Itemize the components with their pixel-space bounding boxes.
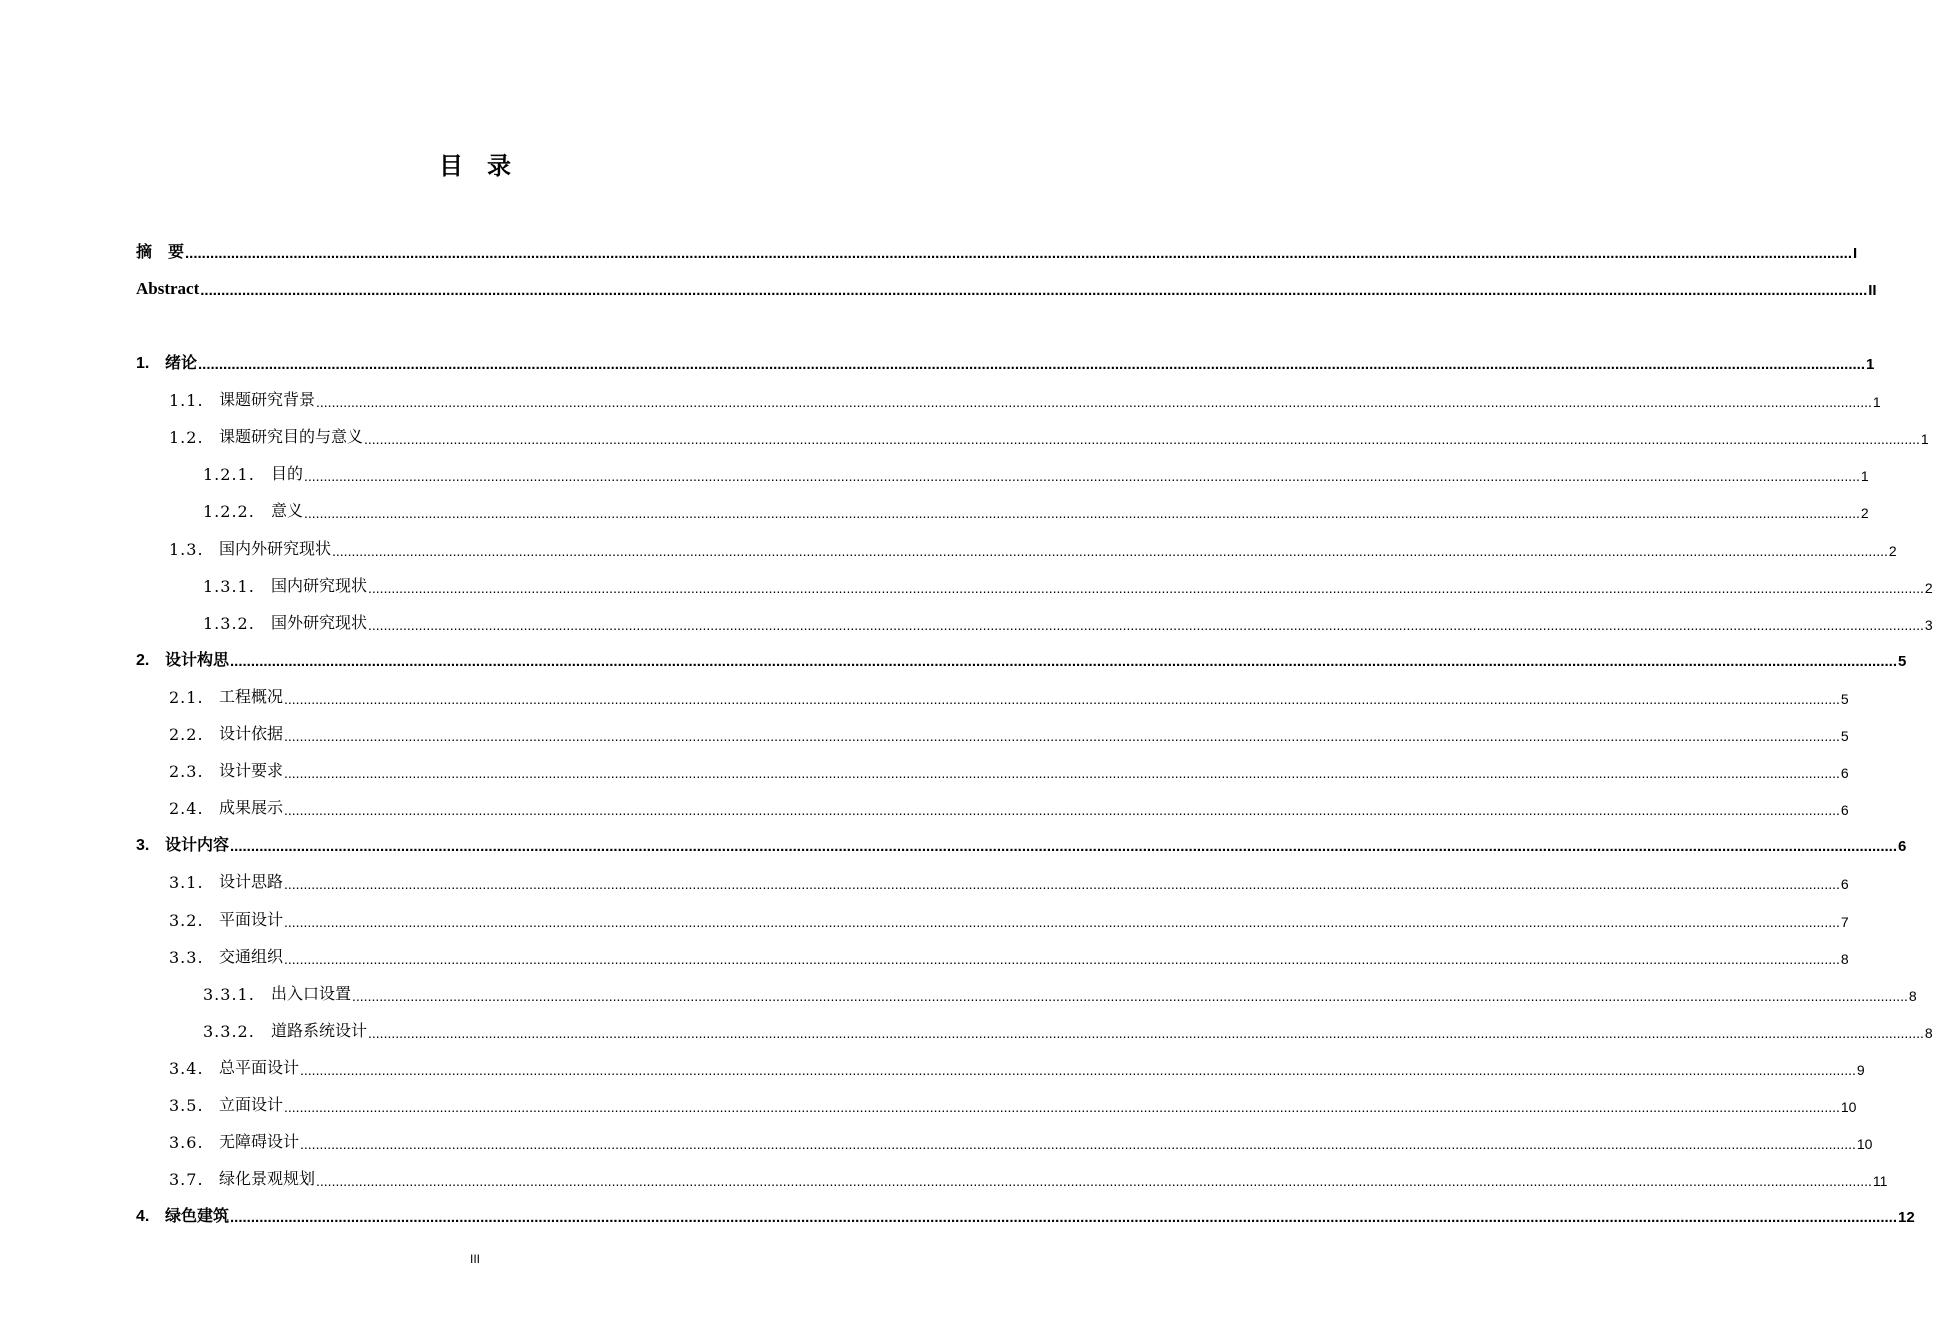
toc-entry-page: 12 — [1898, 1209, 1915, 1226]
toc-dot-leader: ................................................................................................................................................................................................................................................................................................................................................................................................................ — [368, 617, 1924, 633]
toc-entry-number: 3.1. — [169, 873, 204, 892]
toc-entry[interactable] — [169, 906, 1849, 930]
toc-entry[interactable] — [169, 943, 1849, 967]
toc-entry-number: 3.4. — [169, 1059, 204, 1078]
toc-entry-page: 1 — [1872, 394, 1881, 410]
toc-entry-title: 立面设计 — [219, 1095, 284, 1114]
toc-entry-number: 2.3. — [169, 762, 204, 781]
toc-dot-leader: ................................................................................................................................................................................................................................................................................................................................................................................................................ — [316, 394, 1872, 410]
toc-entry-page: 5 — [1840, 728, 1849, 744]
toc-entry-title: 设计构思 — [165, 650, 230, 669]
toc-entry-page: 11 — [1872, 1173, 1888, 1189]
toc-entry-page: 3 — [1924, 617, 1933, 633]
toc-dot-leader: ................................................................................................................................................................................................................................................................................................................................................................................................................ — [198, 356, 1866, 373]
toc-entry-title: 设计要求 — [219, 761, 284, 780]
toc-entry[interactable] — [169, 683, 1849, 707]
toc-entry[interactable] — [169, 1128, 1873, 1152]
toc-dot-leader: ................................................................................................................................................................................................................................................................................................................................................................................................................ — [304, 468, 1860, 484]
toc-dot-leader: ................................................................................................................................................................................................................................................................................................................................................................................................................ — [230, 653, 1898, 670]
toc-entry-number: 1.2.1. — [203, 465, 255, 484]
toc-dot-leader: ................................................................................................................................................................................................................................................................................................................................................................................................................ — [284, 802, 1840, 818]
toc-entry-title: 平面设计 — [219, 910, 284, 929]
toc-dot-leader: ................................................................................................................................................................................................................................................................................................................................................................................................................ — [230, 1209, 1898, 1226]
toc-dot-leader: ................................................................................................................................................................................................................................................................................................................................................................................................................ — [300, 1062, 1856, 1078]
toc-entry-number: 3. — [136, 837, 150, 854]
toc-entry[interactable] — [203, 980, 1917, 1004]
toc-entry-number: 1.1. — [169, 391, 204, 410]
toc-entry-number: 1.3.2. — [203, 614, 255, 633]
toc-entry-number: 2.2. — [169, 725, 204, 744]
toc-entry-title: 工程概况 — [219, 687, 284, 706]
toc-entry-page: 10 — [1856, 1136, 1873, 1152]
toc-entry-title: 绿色建筑 — [165, 1206, 230, 1225]
toc-entry-title: 设计思路 — [219, 872, 284, 891]
toc-entry-title: 目的 — [271, 464, 304, 483]
toc-entry-title: 国内外研究现状 — [219, 539, 332, 558]
toc-entry[interactable] — [169, 720, 1849, 744]
toc-entry-number: 3.3. — [169, 948, 204, 967]
toc-entry-page: 9 — [1856, 1062, 1865, 1078]
toc-dot-leader: ................................................................................................................................................................................................................................................................................................................................................................................................................ — [185, 245, 1853, 262]
toc-entry-page: 8 — [1908, 988, 1917, 1004]
toc-dot-leader: ................................................................................................................................................................................................................................................................................................................................................................................................................ — [284, 765, 1840, 781]
toc-entry-page: 1 — [1866, 356, 1875, 373]
toc-entry[interactable] — [136, 646, 1907, 670]
toc-entry[interactable] — [203, 609, 1933, 633]
toc-entry-page: 1 — [1860, 468, 1869, 484]
toc-entry-title: 绪论 — [165, 353, 198, 372]
toc-entry-page: 6 — [1898, 838, 1907, 855]
toc-dot-leader: ................................................................................................................................................................................................................................................................................................................................................................................................................ — [230, 838, 1898, 855]
toc-dot-leader: ................................................................................................................................................................................................................................................................................................................................................................................................................ — [200, 282, 1868, 299]
toc-entry-title: 绿化景观规划 — [219, 1169, 316, 1188]
toc-entry-page: 1 — [1920, 431, 1929, 447]
toc-dot-leader: ................................................................................................................................................................................................................................................................................................................................................................................................................ — [284, 876, 1840, 892]
toc-dot-leader: ................................................................................................................................................................................................................................................................................................................................................................................................................ — [284, 691, 1840, 707]
toc-entry[interactable] — [203, 572, 1933, 596]
toc-entry[interactable] — [169, 386, 1881, 410]
toc-dot-leader: ................................................................................................................................................................................................................................................................................................................................................................................................................ — [284, 1099, 1840, 1115]
toc-entry[interactable] — [169, 1054, 1865, 1078]
toc-dot-leader: ................................................................................................................................................................................................................................................................................................................................................................................................................ — [316, 1173, 1872, 1189]
toc-entry-number: 4. — [136, 1208, 150, 1225]
toc-entry-number: 1. — [136, 355, 150, 372]
toc-entry-page: 6 — [1840, 765, 1849, 781]
toc-entry-title: Abstract — [136, 279, 200, 298]
toc-entry-page: 2 — [1888, 543, 1897, 559]
toc-entry-number: 2. — [136, 652, 150, 669]
toc-entry-title: 国外研究现状 — [271, 613, 368, 632]
toc-entry-number: 2.1. — [169, 688, 204, 707]
toc-entry-page: II — [1868, 282, 1877, 299]
toc-entry-number: 3.3.2. — [203, 1022, 255, 1041]
toc-dot-leader: ................................................................................................................................................................................................................................................................................................................................................................................................................ — [284, 728, 1840, 744]
toc-dot-leader: ................................................................................................................................................................................................................................................................................................................................................................................................................ — [364, 431, 1920, 447]
toc-dot-leader: ................................................................................................................................................................................................................................................................................................................................................................................................................ — [368, 1025, 1924, 1041]
toc-dot-leader: ................................................................................................................................................................................................................................................................................................................................................................................................................ — [284, 914, 1840, 930]
toc-entry-number: 3.7. — [169, 1170, 204, 1189]
toc-entry[interactable] — [203, 497, 1869, 521]
toc-dot-leader: ................................................................................................................................................................................................................................................................................................................................................................................................................ — [300, 1136, 1856, 1152]
page-title: 目 录 — [439, 152, 511, 180]
toc-entry[interactable] — [136, 238, 1858, 262]
toc-entry-title: 课题研究目的与意义 — [219, 427, 364, 446]
toc-entry-number: 1.3. — [169, 540, 204, 559]
toc-entry[interactable] — [169, 423, 1929, 447]
toc-entry[interactable] — [169, 757, 1849, 781]
toc-dot-leader: ................................................................................................................................................................................................................................................................................................................................................................................................................ — [284, 951, 1840, 967]
toc-entry-page: 2 — [1860, 505, 1869, 521]
toc-entry-number: 1.3.1. — [203, 577, 255, 596]
toc-entry[interactable] — [136, 1202, 1915, 1226]
toc-entry-number: 3.5. — [169, 1096, 204, 1115]
toc-entry-page: 8 — [1924, 1025, 1933, 1041]
toc-entry-title: 意义 — [271, 501, 304, 520]
toc-entry-number: 3.3.1. — [203, 985, 255, 1004]
toc-entry[interactable] — [203, 1017, 1933, 1041]
toc-entry-title: 总平面设计 — [219, 1058, 300, 1077]
toc-entry-number: 1.2. — [169, 428, 204, 447]
toc-entry[interactable] — [169, 535, 1897, 559]
toc-entry[interactable] — [169, 1091, 1857, 1115]
toc-entry-number: 2.4. — [169, 799, 204, 818]
toc-entry[interactable] — [136, 349, 1875, 373]
toc-entry[interactable] — [169, 868, 1849, 892]
toc-entry-page: 10 — [1840, 1099, 1857, 1115]
toc-entry-title: 国内研究现状 — [271, 576, 368, 595]
toc-entry-title: 出入口设置 — [271, 984, 352, 1003]
toc-entry-page: 2 — [1924, 580, 1933, 596]
page-number: III — [469, 1252, 480, 1266]
toc-dot-leader: ................................................................................................................................................................................................................................................................................................................................................................................................................ — [352, 988, 1908, 1004]
toc-entry-page: 5 — [1898, 653, 1907, 670]
toc-entry-title: 摘 要 — [136, 242, 185, 261]
toc-entry-title: 无障碍设计 — [219, 1132, 300, 1151]
toc-entry-number: 3.2. — [169, 911, 204, 930]
toc-entry-title: 交通组织 — [219, 947, 284, 966]
toc-entry-title: 设计依据 — [219, 724, 284, 743]
toc-entry-title: 课题研究背景 — [219, 390, 316, 409]
toc-entry-page: 6 — [1840, 876, 1849, 892]
toc-entry-page: I — [1853, 245, 1858, 262]
toc-entry[interactable] — [136, 275, 1877, 299]
toc-entry-number: 3.6. — [169, 1133, 204, 1152]
toc-entry-title: 设计内容 — [165, 835, 230, 854]
toc-entry-number: 1.2.2. — [203, 502, 255, 521]
toc-entry-page: 6 — [1840, 802, 1849, 818]
toc-entry-page: 5 — [1840, 691, 1849, 707]
toc-dot-leader: ................................................................................................................................................................................................................................................................................................................................................................................................................ — [332, 543, 1888, 559]
toc-entry[interactable] — [169, 794, 1849, 818]
toc-entry[interactable] — [169, 1165, 1888, 1189]
toc-entry-title: 成果展示 — [219, 798, 284, 817]
toc-entry[interactable] — [203, 460, 1869, 484]
toc-entry[interactable] — [136, 831, 1907, 855]
toc-entry-page: 8 — [1840, 951, 1849, 967]
toc-dot-leader: ................................................................................................................................................................................................................................................................................................................................................................................................................ — [304, 505, 1860, 521]
toc-dot-leader: ................................................................................................................................................................................................................................................................................................................................................................................................................ — [368, 580, 1924, 596]
toc-entry-title: 道路系统设计 — [271, 1021, 368, 1040]
toc-entry-page: 7 — [1840, 914, 1849, 930]
